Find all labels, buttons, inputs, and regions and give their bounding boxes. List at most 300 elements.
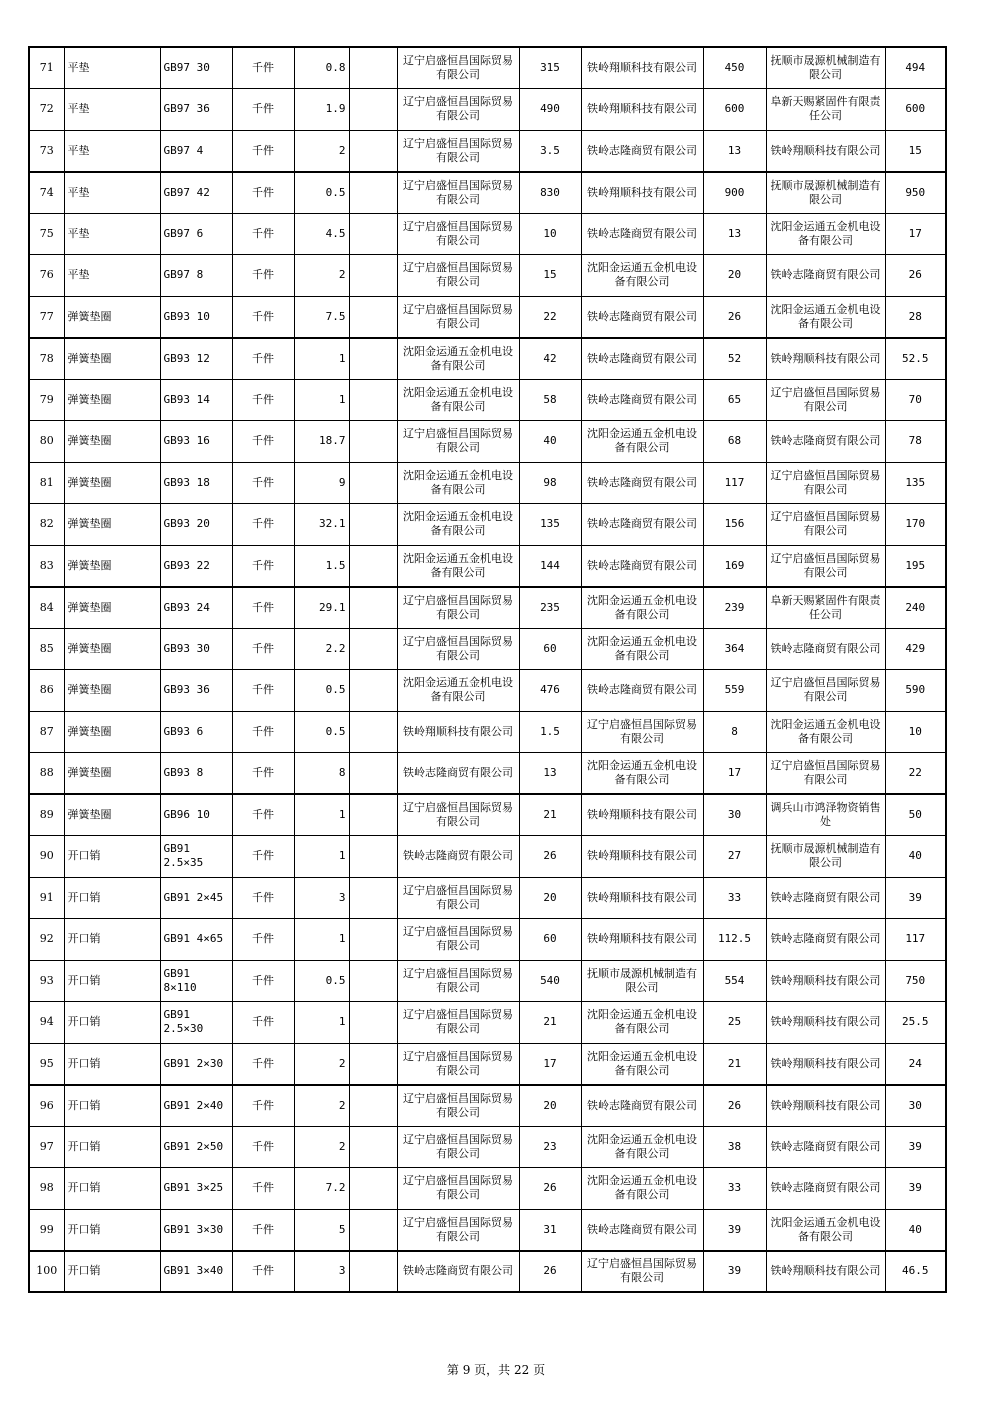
price-3: 15	[885, 130, 946, 172]
price-1: 13	[519, 753, 581, 795]
supplier-3: 沈阳金运通五金机电设备有限公司	[766, 711, 885, 753]
item-unit: 千件	[232, 421, 294, 463]
price-2: 33	[703, 877, 766, 919]
item-note	[349, 670, 397, 712]
supplier-3: 辽宁启盛恒昌国际贸易有限公司	[766, 504, 885, 546]
price-3: 170	[885, 504, 946, 546]
price-3: 40	[885, 836, 946, 878]
row-number: 77	[29, 296, 64, 338]
item-note	[349, 628, 397, 670]
supplier-1: 沈阳金运通五金机电设备有限公司	[397, 670, 519, 712]
item-note	[349, 877, 397, 919]
supplier-3: 铁岭志隆商贸有限公司	[766, 628, 885, 670]
item-name: 弹簧垫圈	[64, 379, 160, 421]
item-name: 平垫	[64, 172, 160, 214]
item-quantity: 29.1	[294, 587, 349, 629]
price-3: 10	[885, 711, 946, 753]
row-number: 95	[29, 1043, 64, 1085]
supplier-2: 铁岭志隆商贸有限公司	[581, 213, 703, 255]
supplier-1: 辽宁启盛恒昌国际贸易有限公司	[397, 960, 519, 1002]
item-spec: GB91 8×110	[160, 960, 232, 1002]
row-number: 72	[29, 89, 64, 131]
supplier-2: 铁岭翔顺科技有限公司	[581, 794, 703, 836]
table-row	[29, 960, 946, 1002]
item-spec: GB91 2×30	[160, 1043, 232, 1085]
item-note	[349, 1168, 397, 1210]
item-spec: GB93 8	[160, 753, 232, 795]
table-row	[29, 877, 946, 919]
item-note	[349, 89, 397, 131]
item-name: 弹簧垫圈	[64, 670, 160, 712]
price-2: 13	[703, 130, 766, 172]
item-spec: GB93 12	[160, 338, 232, 380]
item-quantity: 0.5	[294, 670, 349, 712]
row-number: 87	[29, 711, 64, 753]
row-number: 84	[29, 587, 64, 629]
price-2: 39	[703, 1251, 766, 1293]
table-row	[29, 753, 946, 795]
row-number: 80	[29, 421, 64, 463]
supplier-1: 铁岭翔顺科技有限公司	[397, 711, 519, 753]
item-spec: GB91 2.5×35	[160, 836, 232, 878]
price-3: 50	[885, 794, 946, 836]
price-1: 315	[519, 47, 581, 89]
item-name: 平垫	[64, 130, 160, 172]
item-spec: GB91 2.5×30	[160, 1002, 232, 1044]
item-note	[349, 711, 397, 753]
price-2: 65	[703, 379, 766, 421]
supplier-1: 辽宁启盛恒昌国际贸易有限公司	[397, 172, 519, 214]
row-number: 75	[29, 213, 64, 255]
table-row	[29, 462, 946, 504]
item-spec: GB93 16	[160, 421, 232, 463]
price-1: 830	[519, 172, 581, 214]
item-name: 开口销	[64, 836, 160, 878]
supplier-3: 铁岭翔顺科技有限公司	[766, 1043, 885, 1085]
price-2: 26	[703, 1085, 766, 1127]
item-spec: GB93 14	[160, 379, 232, 421]
supplier-1: 辽宁启盛恒昌国际贸易有限公司	[397, 1126, 519, 1168]
price-3: 46.5	[885, 1251, 946, 1293]
table-row	[29, 1209, 946, 1251]
item-quantity: 1	[294, 919, 349, 961]
item-unit: 千件	[232, 255, 294, 297]
price-3: 950	[885, 172, 946, 214]
item-spec: GB91 4×65	[160, 919, 232, 961]
item-spec: GB97 6	[160, 213, 232, 255]
supplier-3: 辽宁启盛恒昌国际贸易有限公司	[766, 462, 885, 504]
supplier-3: 沈阳金运通五金机电设备有限公司	[766, 1209, 885, 1251]
price-1: 23	[519, 1126, 581, 1168]
item-unit: 千件	[232, 1209, 294, 1251]
supplier-3: 铁岭志隆商贸有限公司	[766, 1168, 885, 1210]
supplier-2: 铁岭志隆商贸有限公司	[581, 1085, 703, 1127]
row-number: 79	[29, 379, 64, 421]
item-name: 开口销	[64, 1209, 160, 1251]
table-row	[29, 1126, 946, 1168]
supplier-2: 铁岭志隆商贸有限公司	[581, 670, 703, 712]
item-note	[349, 462, 397, 504]
row-number: 71	[29, 47, 64, 89]
item-note	[349, 1251, 397, 1293]
item-note	[349, 753, 397, 795]
item-unit: 千件	[232, 338, 294, 380]
price-3: 39	[885, 1126, 946, 1168]
supplier-3: 辽宁启盛恒昌国际贸易有限公司	[766, 753, 885, 795]
item-name: 弹簧垫圈	[64, 545, 160, 587]
price-1: 135	[519, 504, 581, 546]
price-1: 22	[519, 296, 581, 338]
table-row	[29, 711, 946, 753]
row-number: 92	[29, 919, 64, 961]
price-3: 750	[885, 960, 946, 1002]
item-unit: 千件	[232, 379, 294, 421]
table-row	[29, 47, 946, 89]
item-quantity: 1.5	[294, 545, 349, 587]
supplier-3: 铁岭志隆商贸有限公司	[766, 421, 885, 463]
table-row	[29, 296, 946, 338]
item-quantity: 0.8	[294, 47, 349, 89]
price-1: 21	[519, 794, 581, 836]
item-spec: GB91 3×40	[160, 1251, 232, 1293]
row-number: 94	[29, 1002, 64, 1044]
table-row	[29, 628, 946, 670]
item-spec: GB93 22	[160, 545, 232, 587]
supplier-3: 阜新天赐紧固件有限责任公司	[766, 89, 885, 131]
price-2: 239	[703, 587, 766, 629]
supplier-3: 铁岭志隆商贸有限公司	[766, 919, 885, 961]
price-1: 1.5	[519, 711, 581, 753]
supplier-3: 调兵山市鸿泽物资销售处	[766, 794, 885, 836]
price-2: 112.5	[703, 919, 766, 961]
table-row	[29, 172, 946, 214]
row-number: 74	[29, 172, 64, 214]
price-3: 135	[885, 462, 946, 504]
table-row	[29, 1002, 946, 1044]
supplier-3: 铁岭翔顺科技有限公司	[766, 1251, 885, 1293]
price-2: 156	[703, 504, 766, 546]
item-unit: 千件	[232, 711, 294, 753]
table-row	[29, 421, 946, 463]
supplier-2: 铁岭志隆商贸有限公司	[581, 296, 703, 338]
supplier-1: 辽宁启盛恒昌国际贸易有限公司	[397, 47, 519, 89]
item-spec: GB93 24	[160, 587, 232, 629]
item-note	[349, 338, 397, 380]
item-note	[349, 1085, 397, 1127]
supplier-3: 铁岭志隆商贸有限公司	[766, 1126, 885, 1168]
item-unit: 千件	[232, 1168, 294, 1210]
item-unit: 千件	[232, 1085, 294, 1127]
item-unit: 千件	[232, 504, 294, 546]
item-unit: 千件	[232, 1251, 294, 1293]
supplier-2: 铁岭志隆商贸有限公司	[581, 379, 703, 421]
price-2: 21	[703, 1043, 766, 1085]
item-note	[349, 545, 397, 587]
item-unit: 千件	[232, 794, 294, 836]
item-quantity: 2.2	[294, 628, 349, 670]
item-name: 开口销	[64, 1085, 160, 1127]
item-unit: 千件	[232, 213, 294, 255]
item-quantity: 2	[294, 1043, 349, 1085]
item-name: 弹簧垫圈	[64, 628, 160, 670]
supplier-1: 辽宁启盛恒昌国际贸易有限公司	[397, 213, 519, 255]
item-quantity: 3	[294, 1251, 349, 1293]
supplier-2: 铁岭翔顺科技有限公司	[581, 89, 703, 131]
item-quantity: 2	[294, 130, 349, 172]
item-unit: 千件	[232, 462, 294, 504]
price-3: 195	[885, 545, 946, 587]
price-2: 900	[703, 172, 766, 214]
supplier-1: 辽宁启盛恒昌国际贸易有限公司	[397, 1002, 519, 1044]
item-name: 平垫	[64, 89, 160, 131]
row-number: 100	[29, 1251, 64, 1293]
supplier-2: 辽宁启盛恒昌国际贸易有限公司	[581, 711, 703, 753]
price-2: 169	[703, 545, 766, 587]
supplier-3: 抚顺市晟源机械制造有限公司	[766, 836, 885, 878]
item-quantity: 18.7	[294, 421, 349, 463]
supplier-1: 辽宁启盛恒昌国际贸易有限公司	[397, 919, 519, 961]
item-name: 开口销	[64, 1043, 160, 1085]
item-name: 弹簧垫圈	[64, 504, 160, 546]
item-note	[349, 296, 397, 338]
price-3: 39	[885, 877, 946, 919]
supplier-1: 沈阳金运通五金机电设备有限公司	[397, 338, 519, 380]
price-2: 117	[703, 462, 766, 504]
row-number: 76	[29, 255, 64, 297]
item-quantity: 1	[294, 836, 349, 878]
item-unit: 千件	[232, 1126, 294, 1168]
row-number: 99	[29, 1209, 64, 1251]
item-unit: 千件	[232, 89, 294, 131]
supplier-1: 铁岭志隆商贸有限公司	[397, 753, 519, 795]
price-3: 70	[885, 379, 946, 421]
table-row	[29, 836, 946, 878]
price-2: 364	[703, 628, 766, 670]
table-row	[29, 1085, 946, 1127]
item-quantity: 1	[294, 794, 349, 836]
table-row	[29, 1251, 946, 1293]
item-spec: GB91 2×45	[160, 877, 232, 919]
item-name: 开口销	[64, 960, 160, 1002]
item-name: 开口销	[64, 1126, 160, 1168]
item-unit: 千件	[232, 836, 294, 878]
supplier-1: 辽宁启盛恒昌国际贸易有限公司	[397, 628, 519, 670]
item-spec: GB91 3×25	[160, 1168, 232, 1210]
item-spec: GB91 2×40	[160, 1085, 232, 1127]
item-name: 弹簧垫圈	[64, 338, 160, 380]
row-number: 73	[29, 130, 64, 172]
item-unit: 千件	[232, 47, 294, 89]
row-number: 83	[29, 545, 64, 587]
table-row	[29, 255, 946, 297]
item-spec: GB97 30	[160, 47, 232, 89]
item-note	[349, 1209, 397, 1251]
item-unit: 千件	[232, 545, 294, 587]
row-number: 98	[29, 1168, 64, 1210]
supplier-1: 辽宁启盛恒昌国际贸易有限公司	[397, 1085, 519, 1127]
item-note	[349, 130, 397, 172]
row-number: 86	[29, 670, 64, 712]
item-spec: GB97 42	[160, 172, 232, 214]
supplier-3: 沈阳金运通五金机电设备有限公司	[766, 213, 885, 255]
supplier-2: 抚顺市晟源机械制造有限公司	[581, 960, 703, 1002]
page-number: 第 9 页，共 22 页	[446, 1363, 546, 1377]
item-name: 弹簧垫圈	[64, 711, 160, 753]
price-3: 240	[885, 587, 946, 629]
item-note	[349, 960, 397, 1002]
price-1: 17	[519, 1043, 581, 1085]
supplier-3: 辽宁启盛恒昌国际贸易有限公司	[766, 545, 885, 587]
price-2: 17	[703, 753, 766, 795]
price-2: 52	[703, 338, 766, 380]
price-3: 600	[885, 89, 946, 131]
supplier-1: 辽宁启盛恒昌国际贸易有限公司	[397, 255, 519, 297]
supplier-1: 辽宁启盛恒昌国际贸易有限公司	[397, 421, 519, 463]
item-name: 弹簧垫圈	[64, 794, 160, 836]
supplier-2: 铁岭翔顺科技有限公司	[581, 836, 703, 878]
supplier-3: 沈阳金运通五金机电设备有限公司	[766, 296, 885, 338]
price-3: 17	[885, 213, 946, 255]
item-spec: GB93 18	[160, 462, 232, 504]
price-1: 144	[519, 545, 581, 587]
price-2: 38	[703, 1126, 766, 1168]
table-row	[29, 1043, 946, 1085]
table-row	[29, 670, 946, 712]
item-spec: GB97 8	[160, 255, 232, 297]
supplier-1: 辽宁启盛恒昌国际贸易有限公司	[397, 1043, 519, 1085]
item-spec: GB96 10	[160, 794, 232, 836]
item-unit: 千件	[232, 1002, 294, 1044]
row-number: 97	[29, 1126, 64, 1168]
price-1: 3.5	[519, 130, 581, 172]
row-number: 82	[29, 504, 64, 546]
item-unit: 千件	[232, 172, 294, 214]
item-name: 开口销	[64, 919, 160, 961]
table-row	[29, 504, 946, 546]
row-number: 91	[29, 877, 64, 919]
supplier-3: 铁岭志隆商贸有限公司	[766, 877, 885, 919]
item-quantity: 8	[294, 753, 349, 795]
item-unit: 千件	[232, 296, 294, 338]
price-2: 8	[703, 711, 766, 753]
price-3: 22	[885, 753, 946, 795]
supplier-2: 铁岭志隆商贸有限公司	[581, 504, 703, 546]
table-row	[29, 919, 946, 961]
price-3: 26	[885, 255, 946, 297]
item-unit: 千件	[232, 130, 294, 172]
price-3: 25.5	[885, 1002, 946, 1044]
item-note	[349, 1126, 397, 1168]
table-row	[29, 130, 946, 172]
price-2: 68	[703, 421, 766, 463]
price-2: 554	[703, 960, 766, 1002]
row-number: 88	[29, 753, 64, 795]
table-row	[29, 794, 946, 836]
item-quantity: 1	[294, 379, 349, 421]
item-note	[349, 1002, 397, 1044]
item-quantity: 1	[294, 338, 349, 380]
supplier-1: 辽宁启盛恒昌国际贸易有限公司	[397, 877, 519, 919]
price-2: 559	[703, 670, 766, 712]
item-note	[349, 379, 397, 421]
supplier-2: 铁岭志隆商贸有限公司	[581, 338, 703, 380]
item-unit: 千件	[232, 587, 294, 629]
price-1: 235	[519, 587, 581, 629]
supplier-1: 辽宁启盛恒昌国际贸易有限公司	[397, 1209, 519, 1251]
price-2: 33	[703, 1168, 766, 1210]
price-3: 28	[885, 296, 946, 338]
item-note	[349, 504, 397, 546]
item-quantity: 4.5	[294, 213, 349, 255]
price-2: 27	[703, 836, 766, 878]
supplier-2: 沈阳金运通五金机电设备有限公司	[581, 753, 703, 795]
price-2: 600	[703, 89, 766, 131]
item-unit: 千件	[232, 628, 294, 670]
price-1: 42	[519, 338, 581, 380]
supplier-1: 辽宁启盛恒昌国际贸易有限公司	[397, 89, 519, 131]
item-name: 平垫	[64, 213, 160, 255]
price-2: 26	[703, 296, 766, 338]
supplier-3: 阜新天赐紧固件有限责任公司	[766, 587, 885, 629]
row-number: 81	[29, 462, 64, 504]
table-row	[29, 213, 946, 255]
item-name: 开口销	[64, 1002, 160, 1044]
price-1: 98	[519, 462, 581, 504]
price-3: 39	[885, 1168, 946, 1210]
supplier-3: 铁岭翔顺科技有限公司	[766, 130, 885, 172]
supplier-3: 抚顺市晟源机械制造有限公司	[766, 47, 885, 89]
supplier-2: 辽宁启盛恒昌国际贸易有限公司	[581, 1251, 703, 1293]
table-row	[29, 545, 946, 587]
item-quantity: 7.5	[294, 296, 349, 338]
row-number: 93	[29, 960, 64, 1002]
price-1: 21	[519, 1002, 581, 1044]
item-name: 开口销	[64, 1168, 160, 1210]
row-number: 85	[29, 628, 64, 670]
supplier-1: 沈阳金运通五金机电设备有限公司	[397, 379, 519, 421]
row-number: 89	[29, 794, 64, 836]
item-name: 平垫	[64, 255, 160, 297]
item-quantity: 1	[294, 1002, 349, 1044]
item-quantity: 1.9	[294, 89, 349, 131]
supplier-2: 铁岭志隆商贸有限公司	[581, 462, 703, 504]
supplier-3: 抚顺市晟源机械制造有限公司	[766, 172, 885, 214]
price-1: 40	[519, 421, 581, 463]
supplier-3: 铁岭翔顺科技有限公司	[766, 1002, 885, 1044]
price-3: 24	[885, 1043, 946, 1085]
item-quantity: 9	[294, 462, 349, 504]
table-row	[29, 587, 946, 629]
item-note	[349, 421, 397, 463]
supplier-1: 辽宁启盛恒昌国际贸易有限公司	[397, 130, 519, 172]
item-quantity: 0.5	[294, 172, 349, 214]
price-1: 20	[519, 877, 581, 919]
table-row	[29, 1168, 946, 1210]
price-1: 20	[519, 1085, 581, 1127]
item-note	[349, 47, 397, 89]
item-unit: 千件	[232, 753, 294, 795]
supplier-1: 辽宁启盛恒昌国际贸易有限公司	[397, 1168, 519, 1210]
row-number: 78	[29, 338, 64, 380]
supplier-3: 铁岭志隆商贸有限公司	[766, 255, 885, 297]
price-1: 26	[519, 1251, 581, 1293]
price-1: 31	[519, 1209, 581, 1251]
price-2: 20	[703, 255, 766, 297]
item-quantity: 2	[294, 1085, 349, 1127]
supplier-1: 铁岭志隆商贸有限公司	[397, 1251, 519, 1293]
price-comparison-table	[28, 46, 947, 1293]
supplier-1: 沈阳金运通五金机电设备有限公司	[397, 545, 519, 587]
